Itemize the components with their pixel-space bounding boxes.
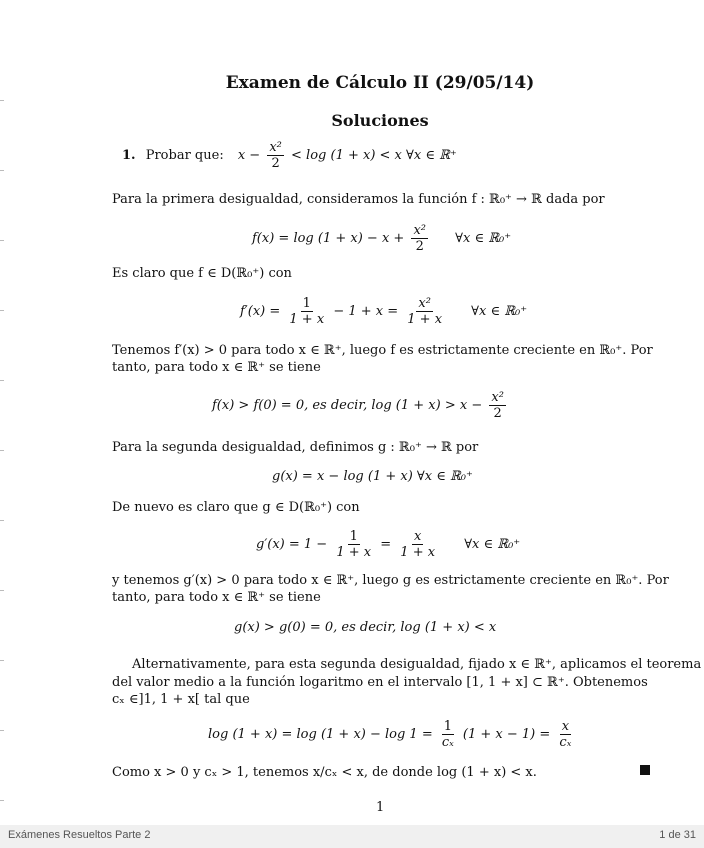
fraction-denominator: 1 + x [289,312,325,327]
equation-3 [212,390,509,421]
eq3-left: f(x) > f(0) = 0, es decir, log (1 + x) > x − [212,398,483,413]
qed-square-icon [640,765,650,775]
equation-7 [208,719,576,750]
problem-label: Probar que: [145,148,224,163]
page-number: 1 [376,800,385,815]
fraction-numerator: 1 [302,296,311,311]
eq3-fraction [489,390,506,421]
fraction-numerator: x [414,529,422,544]
eq5-mid: = [380,537,392,552]
paragraph-2: Es claro que f ∈ D(ℝ₀⁺) con [112,266,292,281]
eq7-left: log (1 + x) = log (1 + x) − log 1 = [208,727,433,742]
document-subtitle: Soluciones [331,111,429,130]
paragraph-6b: tanto, para todo x ∈ ℝ⁺ se tiene [112,590,321,605]
eq5-fraction-2 [398,529,437,560]
eq5-fraction-1 [334,529,373,560]
paragraph-3a: Tenemos f′(x) > 0 para todo x ∈ ℝ⁺, luego f es estrictamente creciente en ℝ₀⁺. Por [112,343,653,358]
fraction-denominator: 2 [271,156,280,171]
problem-lhs: x − [237,148,261,163]
eq2-fraction-2 [405,296,444,327]
paragraph-7b: del valor medio a la función logaritmo en el intervalo [1, 1 + x] ⊂ ℝ⁺. Obtenemos [112,675,648,690]
equation-6: g(x) > g(0) = 0, es decir, log (1 + x) < x [234,620,497,635]
fraction-numerator: 1 [443,719,452,734]
paragraph-7c: cₓ ∈]1, 1 + x[ tal que [112,692,250,707]
equation-4: g(x) = x − log (1 + x) ∀x ∈ ℝ₀⁺ [272,469,473,484]
eq2-left: f′(x) = [240,304,281,319]
eq7-mid: (1 + x − 1) = [462,727,551,742]
page-indicator: 1 de 31 [659,829,696,841]
eq2-mid: − 1 + x = [333,304,399,319]
fraction-numerator: x [561,719,570,734]
paragraph-4: Para la segunda desigualdad, definimos g : ℝ₀⁺ → ℝ por [112,440,479,455]
fraction-denominator: cₓ [441,735,454,750]
fraction-numerator: x² [269,140,282,155]
eq7-fraction-2 [557,719,573,750]
fraction-denominator: cₓ [559,735,572,750]
eq1-fraction [411,223,428,254]
fraction-numerator: x² [418,296,431,311]
paragraph-7a: Alternativamente, para esta segunda desigualdad, fijado x ∈ ℝ⁺, aplicamos el teorema [132,657,702,672]
fraction-denominator: 1 + x [336,545,372,560]
problem-fraction [267,140,284,171]
document-title: Examen de Cálculo II (29/05/14) [225,73,535,93]
problem-statement [122,140,457,171]
eq2-fraction-1 [287,296,326,327]
eq2-right: ∀x ∈ ℝ₀⁺ [471,304,528,319]
document-name: Exámenes Resueltos Parte 2 [8,829,151,841]
equation-2 [240,296,527,327]
equation-1 [252,223,511,254]
paragraph-8: Como x > 0 y cₓ > 1, tenemos x/cₓ < x, de donde log (1 + x) < x. [112,765,537,780]
fraction-denominator: 1 + x [407,312,443,327]
fraction-numerator: x² [413,223,426,238]
paragraph-3b: tanto, para todo x ∈ ℝ⁺ se tiene [112,360,321,375]
eq1-left: f(x) = log (1 + x) − x + [252,231,405,246]
fraction-numerator: 1 [349,529,358,544]
eq1-right: ∀x ∈ ℝ₀⁺ [455,231,512,246]
paragraph-1: Para la primera desigualdad, consideramos la función f : ℝ₀⁺ → ℝ dada por [112,192,605,207]
viewer-footer [0,825,704,848]
eq7-fraction-1 [440,719,456,750]
problem-number: 1. [122,148,136,163]
equation-5 [256,529,520,560]
fraction-numerator: x² [491,390,504,405]
paragraph-6a: y tenemos g′(x) > 0 para todo x ∈ ℝ⁺, luego g es estrictamente creciente en ℝ₀⁺. Por [112,573,669,588]
problem-rest: < log (1 + x) < x ∀x ∈ ℝ⁺ [291,148,457,163]
fraction-denominator: 1 + x [400,545,436,560]
fraction-denominator: 2 [415,239,424,254]
fraction-denominator: 2 [493,406,502,421]
eq5-right: ∀x ∈ ℝ₀⁺ [464,537,521,552]
eq5-left: g′(x) = 1 − [256,537,328,552]
paragraph-5: De nuevo es claro que g ∈ D(ℝ₀⁺) con [112,500,360,515]
